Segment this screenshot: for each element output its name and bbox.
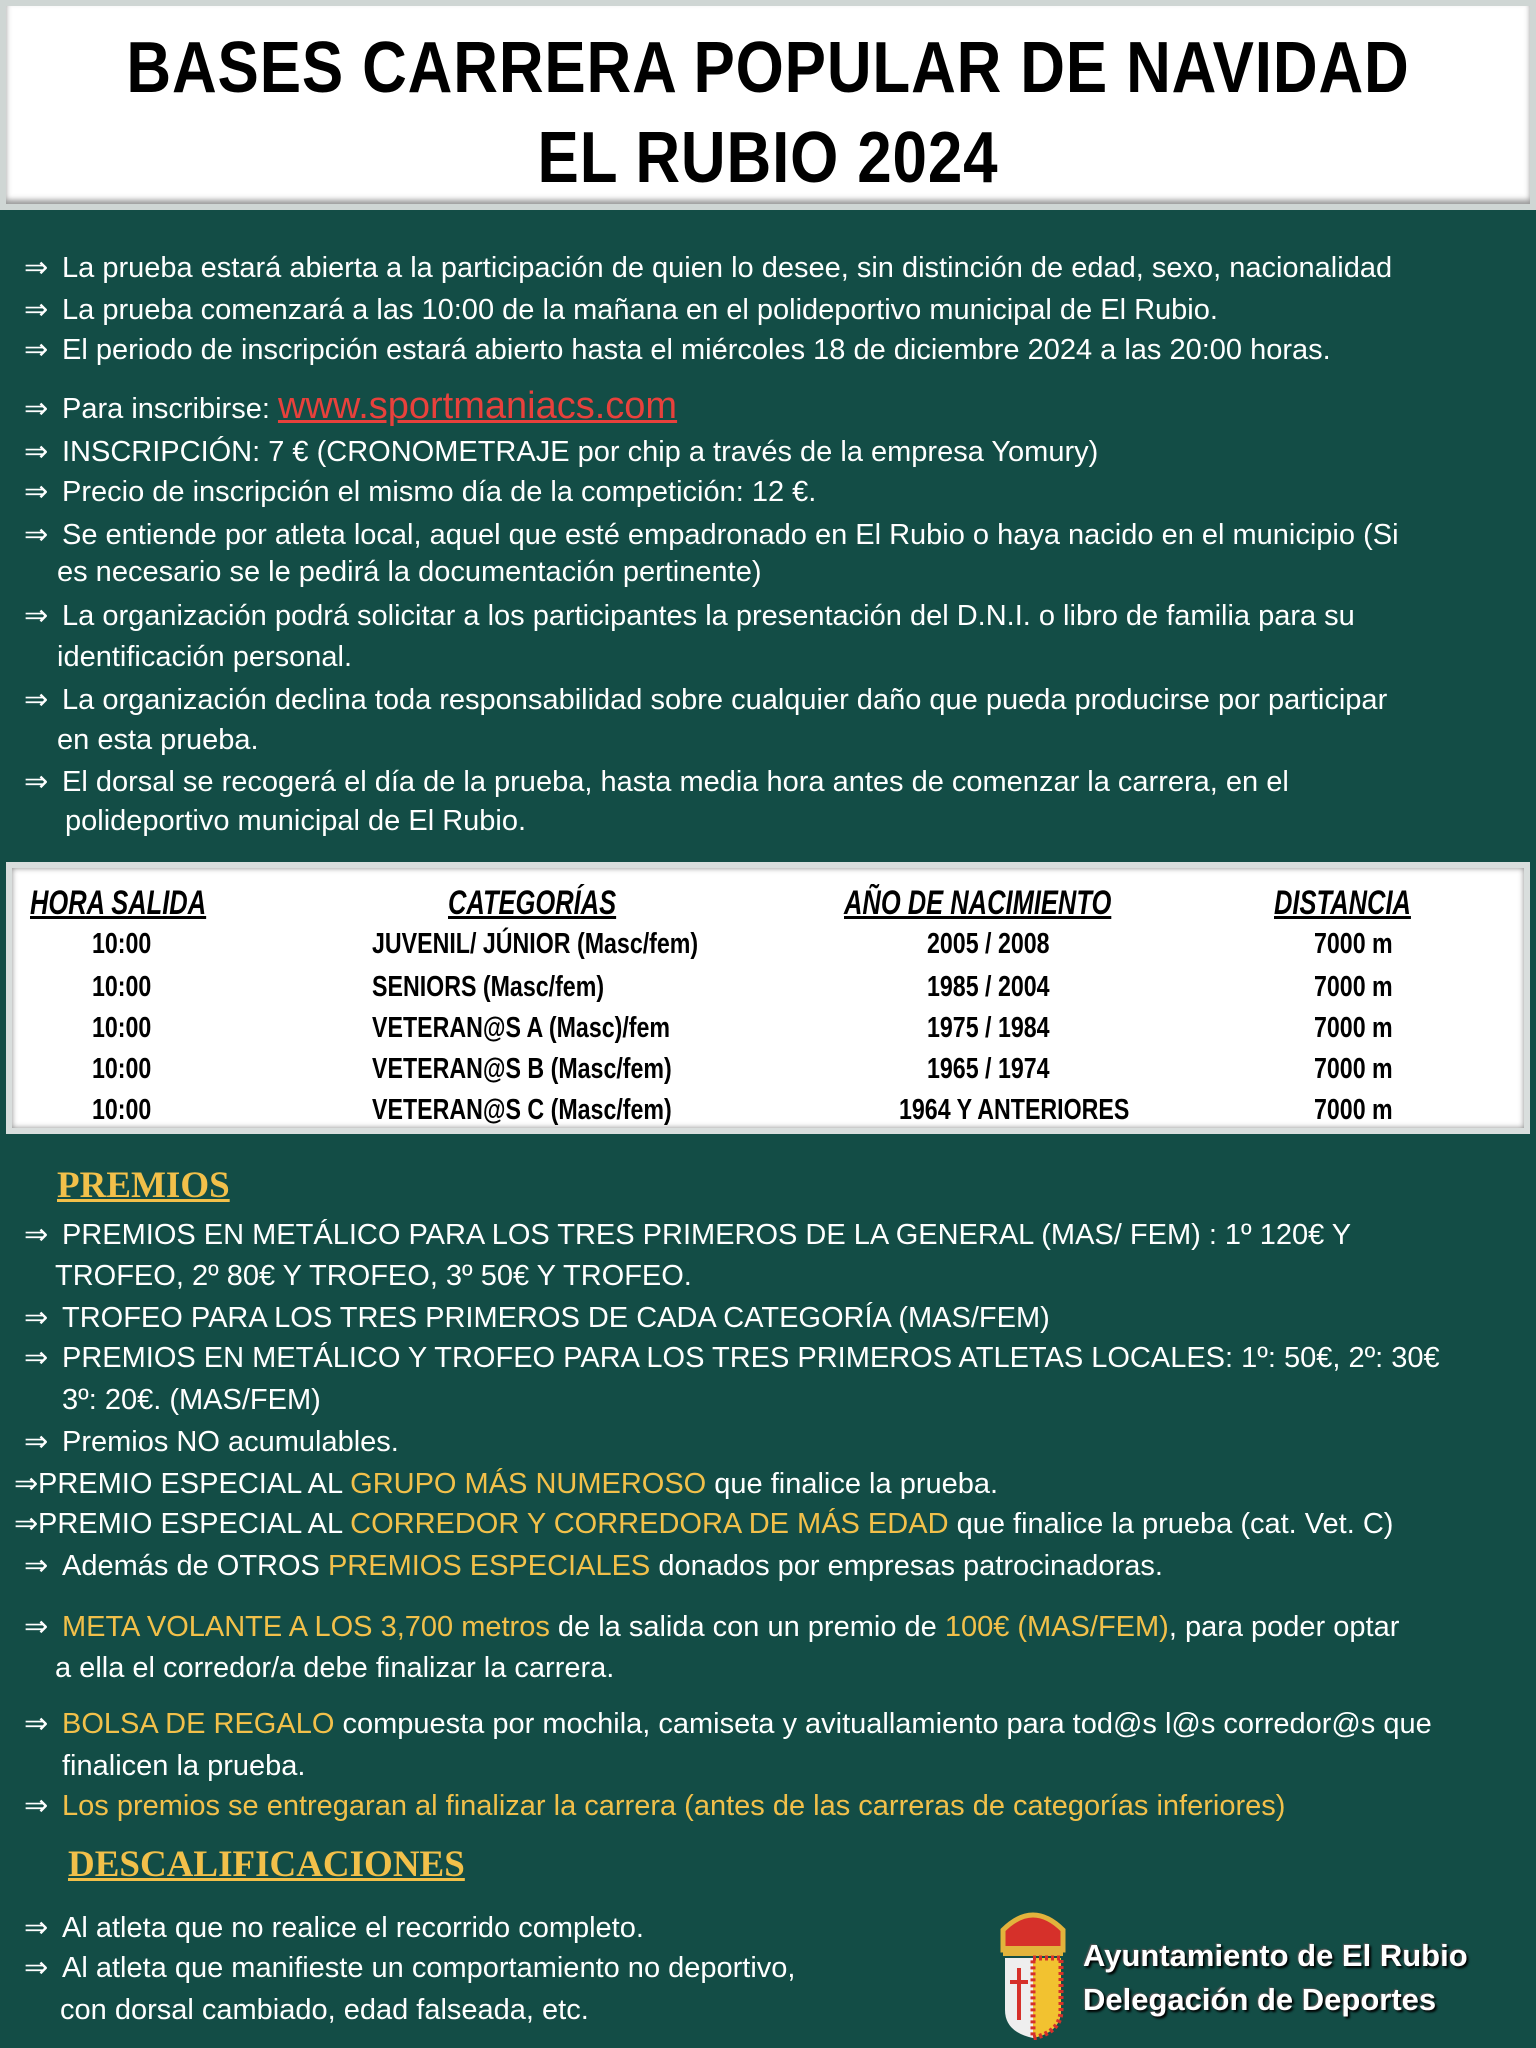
text-segment: La organización declina toda responsabilidad sobre cualquier daño que pueda producirse por participar [62,684,1388,716]
arrow-icon: ⇒ [24,1611,49,1643]
descalificaciones-heading: DESCALIFICACIONES [68,1844,465,1885]
text-segment: con dorsal cambiado, edad falseada, etc. [60,1994,589,2026]
text-segment: que finalice la prueba (cat. Vet. C) [948,1508,1394,1540]
text-segment: , para poder optar [1168,1611,1400,1643]
text-segment: PREMIOS EN METÁLICO PARA LOS TRES PRIMEROS DE LA GENERAL (MAS/ FEM) : 1º 120€ Y [62,1219,1352,1251]
header-hora-salida: HORA SALIDA [30,884,207,922]
text-segment: BOLSA DE REGALO [62,1708,335,1740]
arrow-icon: ⇒ [24,1790,49,1822]
title-banner [0,0,1536,210]
cell-ano: 1964 Y ANTERIORES [899,1094,1130,1126]
text-segment: TROFEO, 2º 80€ Y TROFEO, 3º 50€ Y TROFEO. [55,1260,692,1292]
list-item [24,1421,399,1463]
arrow-icon: ⇒ [24,436,49,468]
coat-of-arms-icon [993,1900,1073,2040]
text-segment: Se entiende por atleta local, aquel que esté empadronado en El Rubio o haya nacido en el municipio (Si [62,519,1399,551]
arrow-icon: ⇒ [24,252,49,284]
text-segment: La prueba comenzará a las 10:00 de la mañana en el polideportivo municipal de El Rubio. [62,294,1218,326]
list-item [14,1463,998,1505]
arrow-icon: ⇒ [24,294,49,326]
list-item [55,1255,692,1297]
registration-link[interactable]: www.sportmaniacs.com [277,385,678,427]
list-item [24,1545,1163,1587]
text-segment: Los premios se entregaran al finalizar la carrera (antes de las carreras de categorías inferiores) [62,1790,1286,1822]
list-item [57,636,352,678]
page-title-line2: EL RUBIO 2024 [537,118,999,198]
list-item [24,1337,1440,1379]
arrow-icon: ⇒ [24,1219,49,1251]
categories-table [6,862,1530,1134]
text-segment: Premios NO acumulables. [62,1426,399,1458]
cell-distancia: 7000 m [1314,1053,1393,1085]
text-segment: 100€ (MAS/FEM) [944,1611,1169,1643]
page-title-line1: BASES CARRERA POPULAR DE NAVIDAD [126,28,1410,108]
cell-hora: 10:00 [92,971,152,1003]
text-segment: es necesario se le pedirá la documentación pertinente) [57,556,762,588]
ayuntamiento-logo [993,1900,1533,2040]
list-item [62,1745,305,1787]
text-segment: La organización podrá solicitar a los participantes la presentación del D.N.I. o libro de familia para su [62,600,1355,632]
list-item [24,1947,795,1989]
list-item [24,431,1098,473]
text-segment: donados por empresas patrocinadoras. [650,1550,1163,1582]
list-item [24,761,1289,803]
cell-categoria: VETERAN@S A (Masc)/fem [372,1012,671,1044]
list-item [24,329,1331,371]
logo-line2: Delegación de Deportes [1083,1982,1437,2017]
text-segment: CORREDOR Y CORREDORA DE MÁS EDAD [350,1508,949,1540]
arrow-icon: ⇒ [24,1426,49,1458]
list-item [24,514,1399,556]
arrow-icon: ⇒ [24,476,49,508]
text-segment: PREMIOS EN METÁLICO Y TROFEO PARA LOS TRES PRIMEROS ATLETAS LOCALES: 1º: 50€, 2º: 30€ [62,1342,1440,1374]
cell-distancia: 7000 m [1314,1094,1393,1126]
cell-ano: 2005 / 2008 [927,928,1050,960]
logo-line1: Ayuntamiento de El Rubio [1083,1938,1468,1973]
cell-hora: 10:00 [92,1094,152,1126]
list-item [24,1703,1432,1745]
list-item [24,289,1218,331]
arrow-icon: ⇒ [24,1912,49,1944]
text-segment: El periodo de inscripción estará abierto hasta el miércoles 18 de diciembre 2024 a las 20:00 horas. [62,334,1331,366]
arrow-icon: ⇒ [14,1468,39,1500]
cell-ano: 1965 / 1974 [927,1053,1050,1085]
text-segment: Para inscribirse: [62,393,278,425]
list-item [24,1214,1351,1256]
list-item [24,471,816,513]
list-item [14,1503,1393,1545]
text-segment: Además de OTROS [62,1550,328,1582]
arrow-icon: ⇒ [24,1550,49,1582]
arrow-icon: ⇒ [14,1508,39,1540]
premios-heading: PREMIOS [57,1165,230,1206]
text-segment: 3º: 20€. (MAS/FEM) [62,1384,321,1416]
text-segment: GRUPO MÁS NUMEROSO [350,1468,707,1500]
list-item [24,1606,1399,1648]
header-categorias: CATEGORÍAS [448,884,617,922]
text-segment: de la salida con un premio de [549,1611,945,1643]
header-ano-nacimiento: AÑO DE NACIMIENTO [844,884,1112,922]
list-item [24,679,1387,721]
text-segment: Al atleta que manifieste un comportamiento no deportivo, [62,1952,796,1984]
list-item [57,719,259,761]
text-segment: en esta prueba. [57,724,259,756]
cell-distancia: 7000 m [1314,1012,1393,1044]
list-item [60,1989,589,2031]
arrow-icon: ⇒ [24,393,49,425]
text-segment: PREMIO ESPECIAL AL [38,1468,351,1500]
cell-categoria: VETERAN@S B (Masc/fem) [372,1053,672,1085]
text-segment: TROFEO PARA LOS TRES PRIMEROS DE CADA CATEGORÍA (MAS/FEM) [62,1302,1050,1334]
text-segment: Precio de inscripción el mismo día de la competición: 12 €. [62,476,817,508]
list-item [55,1647,614,1689]
cell-hora: 10:00 [92,1053,152,1085]
text-segment: INSCRIPCIÓN: 7 € (CRONOMETRAJE por chip a través de la empresa Yomury) [62,436,1099,468]
text-segment: Al atleta que no realice el recorrido completo. [62,1912,644,1944]
cell-categoria: JUVENIL/ JÚNIOR (Masc/fem) [372,928,699,960]
cell-categoria: SENIORS (Masc/fem) [372,971,605,1003]
cell-categoria: VETERAN@S C (Masc/fem) [372,1094,672,1126]
text-segment: polideportivo municipal de El Rubio. [65,805,527,837]
text-segment: finalicen la prueba. [62,1750,306,1782]
arrow-icon: ⇒ [24,1708,49,1740]
list-item [62,1379,321,1421]
cell-ano: 1975 / 1984 [927,1012,1050,1044]
arrow-icon: ⇒ [24,334,49,366]
arrow-icon: ⇒ [24,684,49,716]
text-segment: PREMIO ESPECIAL AL [38,1508,351,1540]
arrow-icon: ⇒ [24,1952,49,1984]
list-item [24,1785,1285,1827]
text-segment: PREMIOS ESPECIALES [327,1550,651,1582]
arrow-icon: ⇒ [24,519,49,551]
text-segment: compuesta por mochila, camiseta y avituallamiento para tod@s l@s corredor@s que [334,1708,1432,1740]
list-item [24,1907,644,1949]
cell-hora: 10:00 [92,928,152,960]
text-segment: a ella el corredor/a debe finalizar la carrera. [55,1652,615,1684]
list-item [65,800,526,842]
text-segment: El dorsal se recogerá el día de la prueba, hasta media hora antes de comenzar la carrera, en el [62,766,1289,798]
cell-ano: 1985 / 2004 [927,971,1050,1003]
list-item [24,595,1355,637]
arrow-icon: ⇒ [24,1302,49,1334]
list-item [24,247,1392,289]
arrow-icon: ⇒ [24,1342,49,1374]
cell-distancia: 7000 m [1314,928,1393,960]
list-item [24,385,677,427]
cell-hora: 10:00 [92,1012,152,1044]
cell-distancia: 7000 m [1314,971,1393,1003]
list-item [24,1297,1050,1339]
arrow-icon: ⇒ [24,600,49,632]
list-item [57,551,761,593]
text-segment: que finalice la prueba. [706,1468,999,1500]
text-segment: identificación personal. [57,641,353,673]
header-distancia: DISTANCIA [1274,884,1411,922]
arrow-icon: ⇒ [24,766,49,798]
text-segment: META VOLANTE A LOS 3,700 metros [62,1611,550,1643]
text-segment: La prueba estará abierta a la participación de quien lo desee, sin distinción de edad, sexo, nacionalidad [62,252,1393,284]
